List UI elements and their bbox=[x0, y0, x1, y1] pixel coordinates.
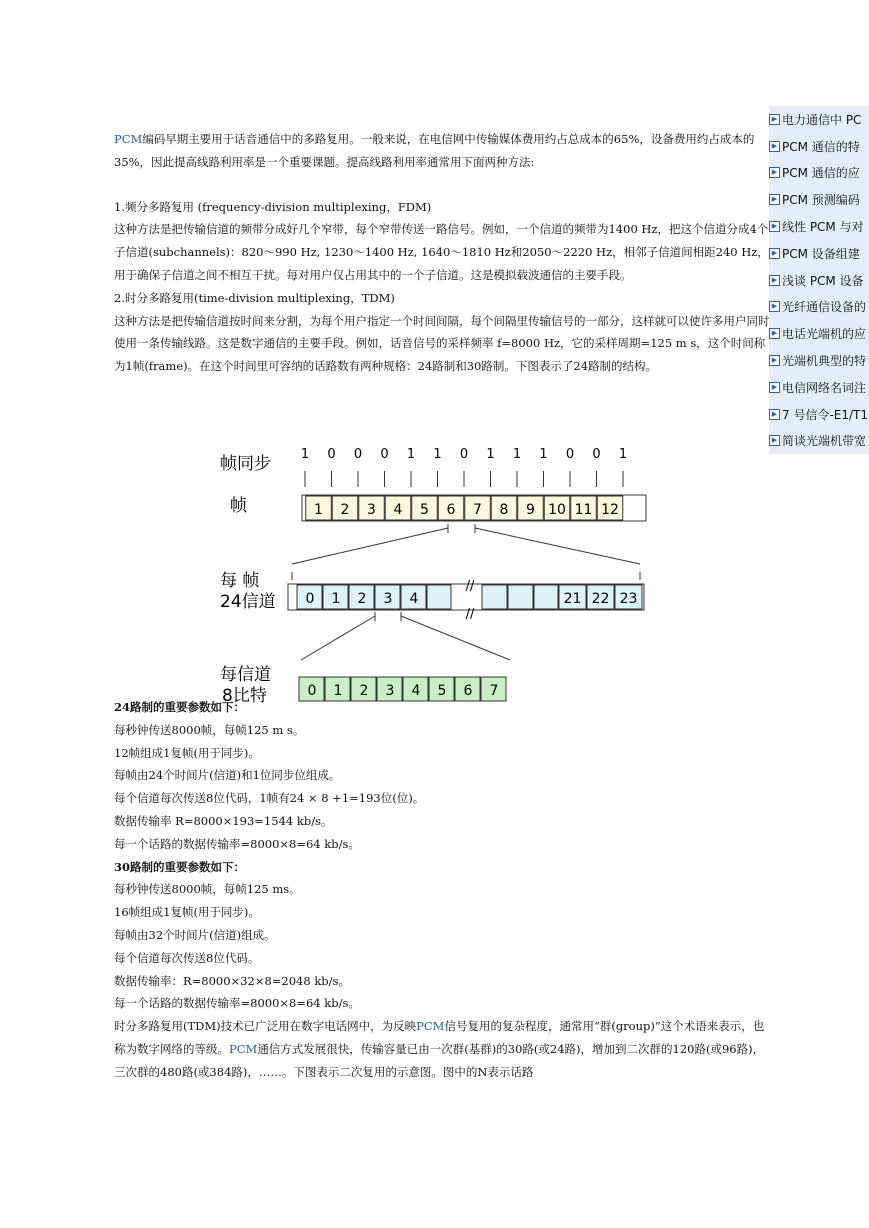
related-articles-sidebar bbox=[769, 106, 869, 454]
bit-number: 5 bbox=[437, 683, 447, 699]
channel-number: 0 bbox=[305, 591, 315, 607]
pcm-link[interactable]: PCM bbox=[229, 1041, 258, 1056]
p24-line: 每个信道每次传送8位代码，1帧有24 × 8 +1=193位(位)。 bbox=[114, 791, 425, 806]
break-mark: // bbox=[465, 579, 475, 594]
p24-heading: 24路制的重要参数如下： bbox=[114, 699, 246, 714]
bit-number: 6 bbox=[463, 683, 473, 699]
bits-8-label: 8比特 bbox=[222, 686, 267, 706]
sidebar-item[interactable] bbox=[769, 347, 869, 374]
arrow-right-icon: ▶ bbox=[769, 382, 780, 393]
bit-number: 3 bbox=[385, 683, 395, 699]
p30-line: 16帧组成1复帧(用于同步)。 bbox=[114, 905, 260, 920]
sync-bit: 0 bbox=[565, 447, 575, 462]
bit-number: 1 bbox=[333, 683, 343, 699]
sidebar-item[interactable] bbox=[769, 320, 869, 347]
bit-number: 7 bbox=[489, 683, 499, 699]
bit-number: 4 bbox=[411, 683, 421, 699]
channel-cell bbox=[508, 585, 533, 609]
sync-bit: 0 bbox=[327, 447, 336, 462]
p24-line: 每帧由24个时间片(信道)和1位同步位组成。 bbox=[114, 768, 341, 783]
channel-number: 21 bbox=[563, 591, 582, 607]
arrow-right-icon: ▶ bbox=[769, 248, 780, 259]
sidebar-item[interactable] bbox=[769, 133, 869, 160]
sidebar-item[interactable] bbox=[769, 374, 869, 401]
p30-heading: 30路制的重要参数如下： bbox=[114, 859, 246, 874]
arrow-right-icon: ▶ bbox=[769, 355, 780, 366]
frame-number: 12 bbox=[601, 502, 619, 518]
arrow-right-icon: ▶ bbox=[769, 167, 780, 178]
frame-label: 帧 bbox=[230, 496, 247, 516]
intro-paragraph bbox=[114, 128, 774, 174]
channel-cell bbox=[482, 585, 507, 609]
channel-number: 1 bbox=[331, 591, 341, 607]
sidebar-item[interactable] bbox=[769, 240, 869, 267]
arrow-right-icon: ▶ bbox=[769, 301, 780, 312]
tdm-body: 这种方法是把传输信道按时间来分割，为每个用户指定一个时间间隔，每个间隔里传输信号的一部分，这样就可以使许多用户同时使用一条传输线路。这是数字通信的主要手段。例如，话音信号的采样频率 f=8000 Hz，它的采样周期=125 m s，这个时间称为1帧(frame)。在这个时间里可容纳的话路数有两种规格：24路制和30路制。下图表示了24路制的结构。 bbox=[114, 313, 770, 374]
sidebar-item-label: 线性 PCM 与对 bbox=[782, 220, 864, 235]
arrow-right-icon: ▶ bbox=[769, 141, 780, 152]
sidebar-item[interactable] bbox=[769, 267, 869, 294]
channels-24-label: 24信道 bbox=[220, 592, 276, 612]
p30-line: 每一个话路的数据传输率=8000×8=64 kb/s。 bbox=[114, 996, 360, 1011]
sidebar-item[interactable] bbox=[769, 106, 869, 133]
bit-number: 0 bbox=[307, 683, 317, 699]
fdm-title: 1.频分多路复用 (frequency-division multiplexing，FDM) bbox=[114, 199, 432, 214]
expand-line bbox=[301, 616, 375, 660]
channel-number: 23 bbox=[619, 591, 638, 607]
p30-line: 数据传输率：R=8000×32×8=2048 kb/s。 bbox=[114, 973, 350, 988]
tdm-title: 2.时分多路复用(time-division multiplexing，TDM) bbox=[114, 290, 395, 305]
sidebar-item[interactable] bbox=[769, 401, 869, 428]
sync-bit: 0 bbox=[459, 447, 469, 462]
sidebar-item-label: 光端机典型的特 bbox=[782, 354, 867, 369]
channel-number: 3 bbox=[383, 591, 393, 607]
arrow-right-icon: ▶ bbox=[769, 114, 780, 125]
arrow-right-icon: ▶ bbox=[769, 275, 780, 286]
frame-number: 7 bbox=[473, 502, 482, 518]
per-channel-label: 每信道 bbox=[220, 665, 271, 685]
frame-number: 4 bbox=[393, 502, 403, 518]
pcm-link[interactable]: PCM bbox=[416, 1019, 445, 1034]
sidebar-item-label: PCM 设备组建 bbox=[782, 246, 860, 261]
per-frame-label: 每 帧 bbox=[220, 571, 260, 591]
arrow-right-icon: ▶ bbox=[769, 221, 780, 232]
frame-number: 8 bbox=[499, 502, 509, 518]
arrow-right-icon: ▶ bbox=[769, 409, 780, 420]
sidebar-item[interactable] bbox=[769, 428, 869, 455]
sidebar-item-label: 电信网络名词注 bbox=[782, 380, 867, 395]
channel-number: 22 bbox=[591, 591, 610, 607]
tdm-24-channel-diagram bbox=[212, 440, 662, 710]
sidebar-item[interactable] bbox=[769, 186, 869, 213]
sidebar-item-label: PCM 通信的应 bbox=[782, 166, 860, 181]
spacer bbox=[114, 174, 774, 196]
sidebar-item-label: 浅谈 PCM 设备 bbox=[782, 273, 864, 288]
frame-number: 9 bbox=[526, 502, 535, 518]
frame-number: 11 bbox=[574, 502, 593, 518]
frame-number: 2 bbox=[340, 502, 350, 518]
sync-bit: 1 bbox=[512, 447, 522, 462]
break-mark: // bbox=[465, 607, 475, 622]
intro-text: 编码早期主要用于话音通信中的多路复用。一般来说，在电信网中传输媒体费用约占总成本的65%，设备费用约占成本的35%，因此提高线路利用率是一个重要课题。提高线路利用率通常用下面两种方法: bbox=[114, 132, 755, 169]
sidebar-item[interactable] bbox=[769, 213, 869, 240]
channel-number: 4 bbox=[409, 591, 419, 607]
sidebar-item[interactable] bbox=[769, 160, 869, 187]
channel-cell bbox=[427, 585, 451, 609]
frame-number: 10 bbox=[548, 502, 566, 518]
sidebar-item-label: 7 号信令-E1/T1 bbox=[782, 407, 869, 422]
arrow-right-icon: ▶ bbox=[769, 435, 780, 446]
pcm-link[interactable]: PCM bbox=[114, 132, 143, 146]
sync-bit: 1 bbox=[539, 447, 548, 462]
p30-line: 每个信道每次传送8位代码。 bbox=[114, 950, 260, 965]
closing-text: 通信方式发展很快，传输容量已由一次群(基群)的30路(或24路)，增加到二次群的120路(或96路)，三次群的480路(或384路)，……。下图表示二次复用的示意图。图中的N表示话路 bbox=[114, 1041, 765, 1079]
closing-paragraph bbox=[114, 1015, 774, 1083]
channel-number: 2 bbox=[357, 591, 367, 607]
sidebar-item-label: PCM 预测编码 bbox=[782, 193, 860, 208]
sync-bit: 1 bbox=[300, 447, 310, 462]
sync-bit: 1 bbox=[406, 447, 416, 462]
sync-bit: 1 bbox=[618, 447, 628, 462]
sidebar-item-label: PCM 通信的特 bbox=[782, 139, 860, 154]
p30-line: 每帧由32个时间片(信道)组成。 bbox=[114, 927, 276, 942]
channel-cell bbox=[534, 585, 558, 609]
p24-line: 每秒钟传送8000帧，每帧125 m s。 bbox=[114, 722, 305, 737]
sidebar-item-label: 电力通信中 PC bbox=[782, 112, 862, 127]
frame-number: 5 bbox=[420, 502, 429, 518]
expand-line bbox=[401, 616, 510, 660]
frame-number: 6 bbox=[446, 502, 456, 518]
frame-sync-label: 帧同步 bbox=[220, 454, 271, 474]
sidebar-item-label: 光纤通信设备的 bbox=[782, 300, 867, 315]
expand-line bbox=[292, 528, 448, 564]
closing-text: 信号复用的复杂程度，通常用“群(group)”这个术语来表示，也称为数字网络的等级。 bbox=[114, 1019, 765, 1056]
bit-number: 2 bbox=[359, 683, 369, 699]
sync-bit: 0 bbox=[380, 447, 389, 462]
p24-line: 12帧组成1复帧(用于同步)。 bbox=[114, 745, 260, 760]
arrow-right-icon: ▶ bbox=[769, 194, 780, 205]
fdm-body: 这种方法是把传输信道的频带分成好几个窄带，每个窄带传送一路信号。例如，一个信道的频带为1400 Hz，把这个信道分成4个子信道(subchannels)：820～990 Hz, 1230～1400 Hz, 1640～1810 Hz和2050～2220 Hz，相邻子信道间相距240 Hz，用于确保子信道之间不相互干扰。每对用户仅占用其中的一个子信道。这是模拟载波通信的主要手段。 bbox=[114, 222, 769, 282]
sync-bit: 0 bbox=[353, 447, 363, 462]
sidebar-item[interactable] bbox=[769, 294, 869, 321]
sync-bit: 1 bbox=[433, 447, 442, 462]
closing-text: 时分多路复用(TDM)技术已广泛用在数字电话网中，为反映 bbox=[114, 1019, 417, 1034]
frame-number: 3 bbox=[367, 502, 376, 518]
sync-bit: 1 bbox=[486, 447, 495, 462]
expand-line bbox=[475, 528, 640, 564]
p24-line: 数据传输率 R=8000×193=1544 kb/s。 bbox=[114, 813, 333, 828]
sidebar-item-label: 电话光端机的应 bbox=[782, 327, 867, 342]
p24-line: 每一个话路的数据传输率=8000×8=64 kb/s。 bbox=[114, 836, 360, 851]
frame-number: 1 bbox=[314, 502, 323, 518]
arrow-right-icon: ▶ bbox=[769, 328, 780, 339]
sync-bit: 0 bbox=[592, 447, 601, 462]
sidebar-item-label: 简谈光端机带宽 bbox=[782, 434, 867, 449]
p30-line: 每秒钟传送8000帧，每帧125 ms。 bbox=[114, 882, 301, 897]
